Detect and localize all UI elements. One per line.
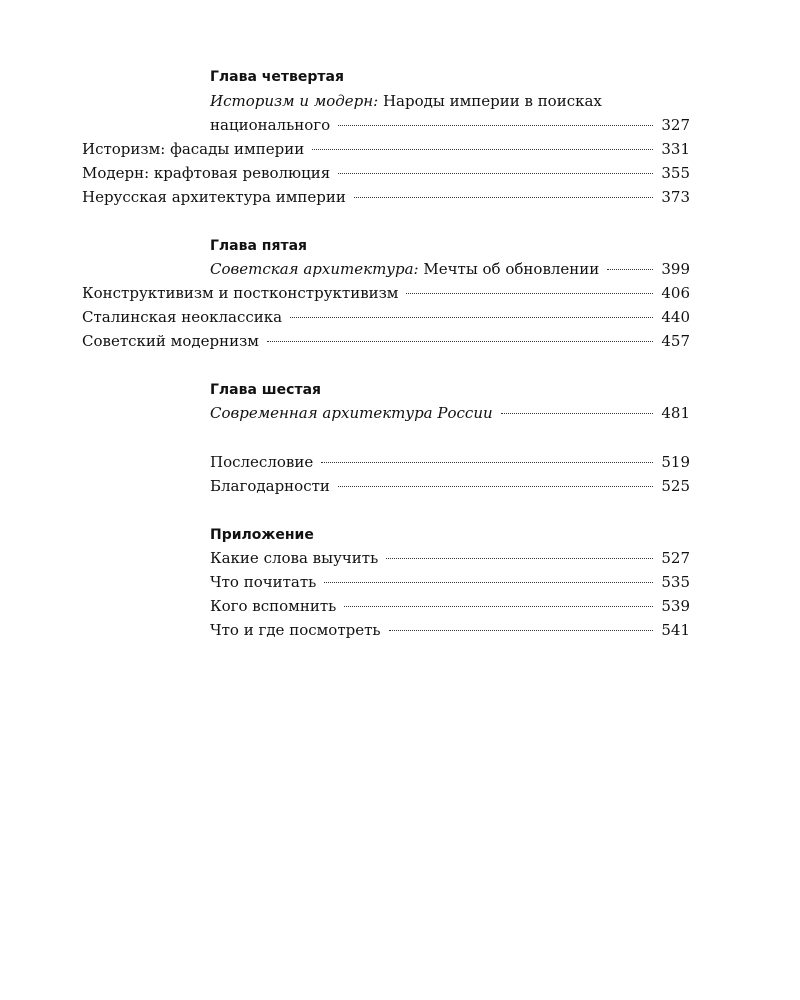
chapter-5-heading: Глава пятая bbox=[210, 238, 308, 254]
chapter-4-intro-line1 bbox=[210, 89, 602, 113]
dot-leader bbox=[354, 197, 653, 198]
toc-entry-people[interactable] bbox=[210, 594, 690, 618]
toc-entry-title bbox=[210, 257, 599, 281]
toc-entry-page: 399 bbox=[661, 260, 690, 278]
dot-leader bbox=[386, 558, 653, 559]
toc-entry-page: 355 bbox=[661, 164, 690, 182]
chapter-6-intro-emphasis: Современная архитектура России bbox=[210, 404, 493, 422]
chapter-4-heading: Глава четвертая bbox=[210, 69, 344, 85]
chapter-6-heading: Глава шестая bbox=[210, 382, 322, 398]
toc-entry-words[interactable] bbox=[210, 546, 690, 570]
toc-entry-afterword[interactable] bbox=[210, 450, 690, 474]
toc-entry-title bbox=[210, 401, 493, 425]
toc-entry-title: Кого вспомнить bbox=[210, 597, 337, 615]
dot-leader bbox=[344, 606, 653, 607]
dot-leader bbox=[338, 486, 653, 487]
toc-entry-title: Нерусская архитектура империи bbox=[82, 188, 346, 206]
dot-leader bbox=[406, 293, 653, 294]
chapter-4-intro-rest: Народы империи в поисках bbox=[378, 92, 602, 110]
toc-entry-page: 327 bbox=[661, 116, 690, 134]
toc-entry-soviet-modernism[interactable] bbox=[82, 329, 690, 353]
toc-entry-page: 527 bbox=[661, 549, 690, 567]
toc-entry-page: 525 bbox=[661, 477, 690, 495]
dot-leader bbox=[321, 462, 653, 463]
toc-entry-stalinist[interactable] bbox=[82, 305, 690, 329]
dot-leader bbox=[267, 341, 653, 342]
dot-leader bbox=[501, 413, 654, 414]
chapter-5-intro-emphasis: Советская архитектура: bbox=[210, 260, 419, 278]
dot-leader bbox=[312, 149, 653, 150]
toc-entry-page: 481 bbox=[661, 404, 690, 422]
toc-entry-title: Благодарности bbox=[210, 477, 330, 495]
toc-entry-page: 406 bbox=[661, 284, 690, 302]
toc-entry-non-russian[interactable] bbox=[82, 185, 690, 209]
dot-leader bbox=[338, 125, 653, 126]
toc-entry-modern[interactable] bbox=[82, 161, 690, 185]
toc-entry-reading[interactable] bbox=[210, 570, 690, 594]
dot-leader bbox=[290, 317, 653, 318]
toc-entry-thanks[interactable] bbox=[210, 474, 690, 498]
dot-leader bbox=[338, 173, 653, 174]
toc-entry-title: Модерн: крафтовая революция bbox=[82, 164, 331, 182]
chapter-5-intro-rest: Мечты об обновлении bbox=[418, 260, 600, 278]
toc-entry-title: Конструктивизм и постконструктивизм bbox=[82, 284, 399, 302]
toc-entry-page: 541 bbox=[661, 621, 690, 639]
appendix-heading: Приложение bbox=[210, 527, 314, 543]
toc-entry-title: Что почитать bbox=[210, 573, 317, 591]
toc-entry-page: 440 bbox=[661, 308, 690, 326]
toc-entry-constructivism[interactable] bbox=[82, 281, 690, 305]
toc-entry-ch5-intro[interactable] bbox=[210, 257, 690, 281]
toc-entry-title: национального bbox=[210, 116, 331, 134]
toc-entry-title: Послесловие bbox=[210, 453, 314, 471]
toc-entry-title: Советский модернизм bbox=[82, 332, 259, 350]
toc-entry-page: 519 bbox=[661, 453, 690, 471]
toc-entry-ch6-intro[interactable] bbox=[210, 401, 690, 425]
toc-entry-title: Сталинская неоклассика bbox=[82, 308, 283, 326]
toc-entry-page: 457 bbox=[661, 332, 690, 350]
toc-entry-historicism[interactable] bbox=[82, 137, 690, 161]
toc-entry-page: 373 bbox=[661, 188, 690, 206]
dot-leader bbox=[324, 582, 653, 583]
chapter-4-intro-emphasis: Историзм и модерн: bbox=[210, 92, 379, 110]
toc-entry-page: 539 bbox=[661, 597, 690, 615]
toc-entry-places[interactable] bbox=[210, 618, 690, 642]
toc-entry-page: 331 bbox=[661, 140, 690, 158]
toc-entry-title: Историзм: фасады империи bbox=[82, 140, 305, 158]
dot-leader bbox=[607, 269, 653, 270]
toc-entry-page: 535 bbox=[661, 573, 690, 591]
toc-entry-title: Какие слова выучить bbox=[210, 549, 379, 567]
dot-leader bbox=[389, 630, 654, 631]
toc-entry-title: Что и где посмотреть bbox=[210, 621, 381, 639]
toc-entry-ch4-intro[interactable] bbox=[210, 113, 690, 137]
